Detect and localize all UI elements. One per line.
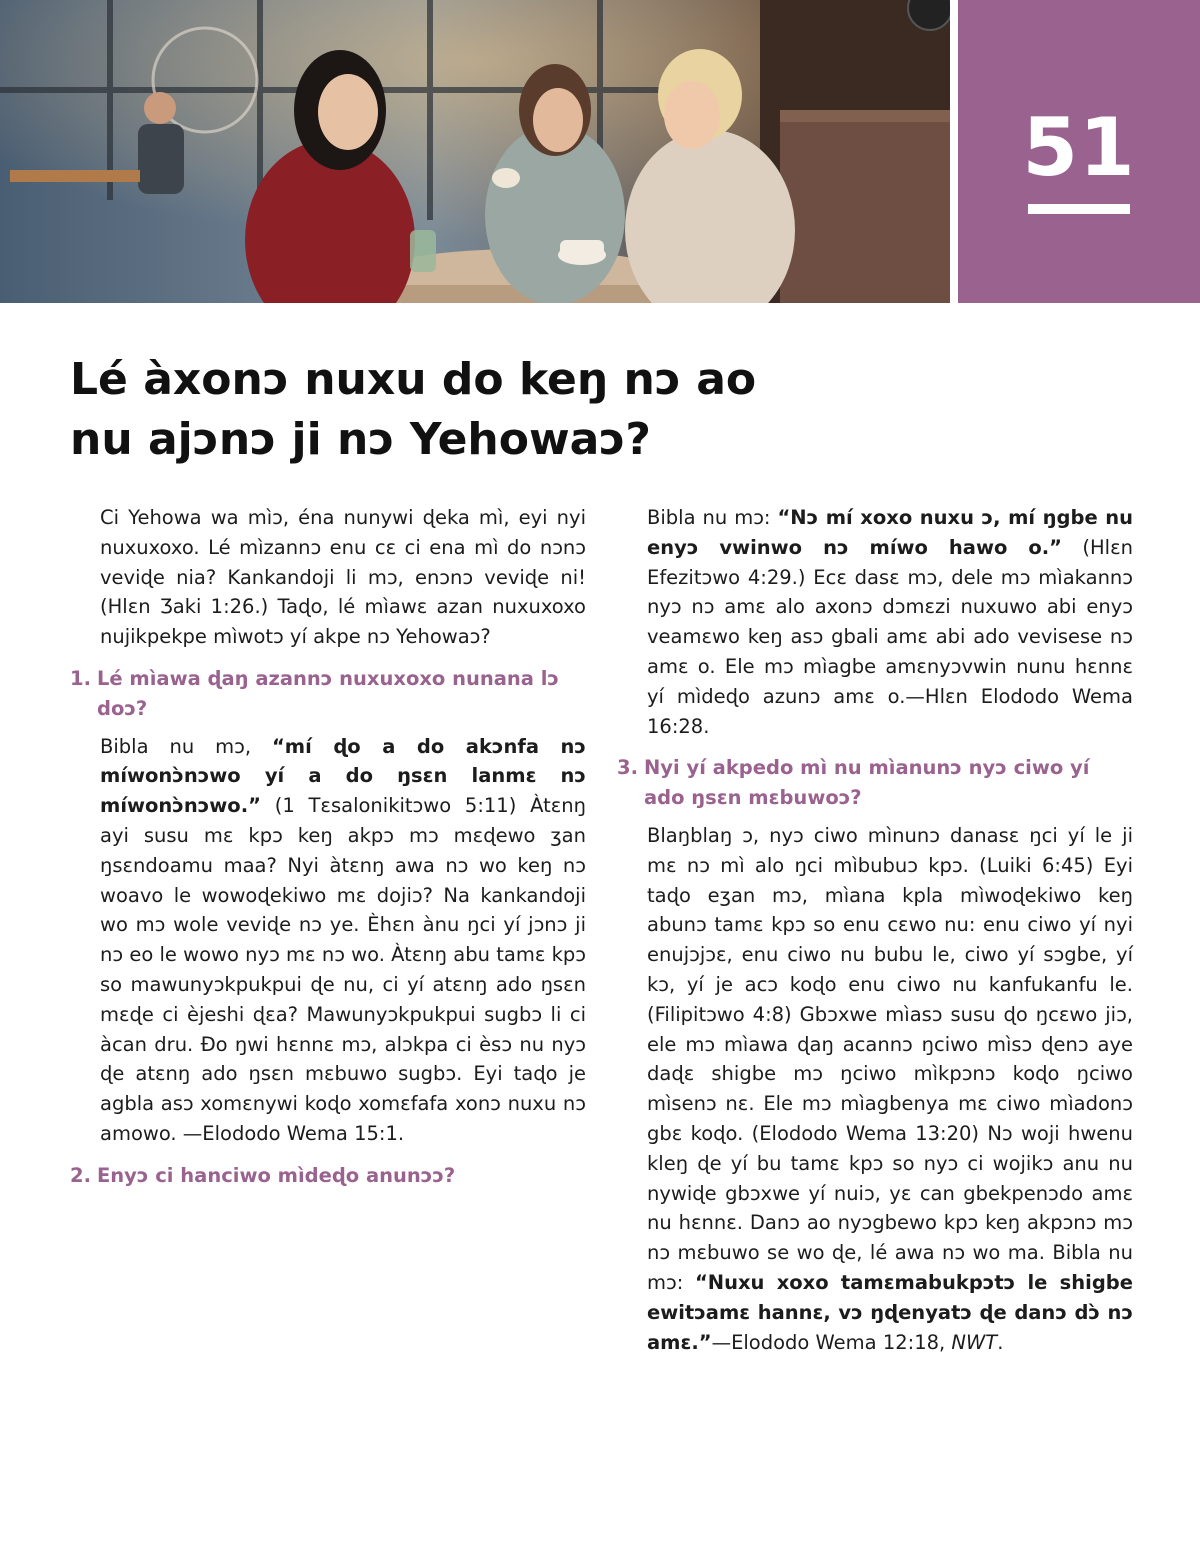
section-paragraph-1 [100,732,586,1149]
section-question-1 [70,664,586,724]
lesson-title [70,350,970,470]
header-photo [0,0,950,303]
left-column [70,503,586,1199]
section-paragraph-2 [647,503,1133,741]
question-number: 2. [70,1163,91,1187]
section-question-3 [617,753,1133,813]
question-number: 3. [617,756,638,780]
intro-paragraph: Ci Yehowa wa mìɔ, éna nunywi ɖeka mì, eyi nyi nuxuxoxo. Lé mìzannɔ enu cɛ ci ena mì do nɔnɔ veviɖe nia? Kankandoji li mɔ, enɔnɔ veviɖe ni! (Hlɛn Ʒaki 1:26.) Taɖo, lé mìawɛ azan nuxuxoxo nujikpekpe mìwotɔ yí akpe nɔ Yehowaɔ? [100,506,586,649]
question-text: Nyi yí akpedo mì nu mìanunɔ nyɔ ciwo yí ado ŋsɛn mɛbuwoɔ? [643,756,1090,810]
lesson-title-line1: Lé àxonɔ nuxu do keŋ nɔ ao [70,354,757,405]
paragraph-text: (Hlɛn Efezitɔwo 4:29.) Ecɛ dasɛ mɔ, dele mɔ mìakannɔ nyɔ nɔ amɛ alo axonɔ dɔmɛzi nuxuwo abi enyɔ veamɛwo keŋ asɔ gbali amɛ abi ado vevisese nɔ amɛ o. Ele mɔ mìagbe amɛnyɔvwin nunu hɛnnɛ yí mìdeɖo azunɔ amɛ o.—Hlɛn Elododo Wema 16:28. [647,535,1133,738]
section-question-2 [70,1161,586,1191]
scripture-quote: “mí ɖo a do akɔnfa nɔ míwonɔ̀nɔwo yí a do ŋsɛn lanmɛ nɔ míwonɔ̀nɔwo.” [100,734,586,818]
paragraph-text: —Elododo Wema 12:18, [711,1330,952,1354]
lesson-number-underline [1028,204,1130,214]
paragraph-text: Bibla nu mɔ: [647,506,778,529]
lesson-number: 51 [1022,101,1136,194]
scripture-quote: “Nuxu xoxo tamɛmabukpɔtɔ le shigbe ewitɔamɛ hannɛ, vɔ ŋɖenyatɔ ɖe danɔ dɔ̀ nɔ amɛ.” [647,1270,1133,1354]
paragraph-text: Bibla nu mɔ, [100,734,272,758]
question-number: 1. [70,666,91,690]
paragraph-text: (1 Tɛsalonikitɔwo 5:11) Àtɛnŋ ayi susu mɛ kpɔ keŋ akpɔ mɔ mɛɖewo ʒan ŋsɛndoamu maa? Nyi àtɛnŋ awa nɔ wo keŋ nɔ woavo le wowoɖekiwo mɛ dojiɔ? Na kankandoji wo mɔ wole veviɖe nɔ ye. Èhɛn ànu ŋci yí jɔnɔ ji nɔ eo le wowo nyɔ mɛ nɔ wo. Àtɛnŋ abu tamɛ kpɔ so mawunyɔkpukpui ɖe nu, ci yí atɛnŋ ado ŋsɛn mɛɖe ci èjeshi ɖɛa? Mawunyɔkpukpui sugbɔ li ci àcan dru. Ɖo ŋwi hɛnnɛ mɔ, alɔkpa ci èsɔ nu nyɔ ɖe atɛnŋ ado ŋsɛn mɛbuwo sugbɔ. Eyi taɖo je agbla asɔ xomɛnywi koɖo xomɛfafa xonɔ nuxu nɔ amowo. —Elododo Wema 15:1. [100,794,586,1145]
question-text: Lé mìawa ɖaŋ azannɔ nuxuxoxo nunana lɔ doɔ? [96,666,559,720]
paragraph-text: Blaŋblaŋ ɔ, nyɔ ciwo mìnunɔ danasɛ ŋci yí le ji mɛ nɔ mì alo ŋci mìbubuɔ kpɔ. (Luiki 6:45) Eyi taɖo eʒan mɔ, mìana kpla mìwoɖekiwo keŋ abunɔ tamɛ kpɔ so enu cɛwo nu: enu ciwo yí nyi enujɔjɔɛ, enu ciwo nu bubu le, ciwo yí sɔgbe, yí kɔ, yí je acɔ koɖo enu ciwo nu kanfukanfu le. (Filipitɔwo 4:8) Gbɔxwe mìasɔ susu ɖo ŋcɛwo jiɔ, ele mɔ mìawa ɖaŋ acannɔ ŋciwo mìsɔ ɖenɔ aye daɖɛ shigbe mɔ ŋciwo mìkpɔnɔ koɖo ŋciwo mìsenɔ nɛ. Ele mɔ mìagbenya mɛ ciwo mìadonɔ gbɛ koɖo. (Elododo Wema 13:20) Nɔ woji hwenu kleŋ ɖe yí bu tamɛ kpɔ so nyɔ ci wojikɔ anu nu nywiɖe gbɔxwe yí nuiɔ, yɛ can gbekpenɔdo amɛ nu hɛnnɛ. Danɔ ao nyɔgbewo kpɔ keŋ akpɔnɔ mɔ nɔ mɛbuwo se wo ɖe, lé awa nɔ wo ma. Bibla nu mɔ: [647,823,1133,1294]
scripture-version: NWT [951,1330,998,1354]
cafe-scene-illustration [0,0,950,303]
right-column [617,503,1133,1369]
lesson-number-box [958,0,1200,303]
scripture-quote: “Nɔ mí xoxo nuxu ɔ, mí ŋgbe nu enyɔ vwinwo nɔ míwo hawo o.” [647,506,1133,559]
paragraph-text: . [997,1330,1004,1354]
lesson-title-line2: nu ajɔnɔ ji nɔ Yehowaɔ? [70,414,651,465]
section-paragraph-3 [647,821,1133,1357]
question-text: Enyɔ ci hanciwo mìdeɖo anunɔɔ? [96,1163,456,1187]
